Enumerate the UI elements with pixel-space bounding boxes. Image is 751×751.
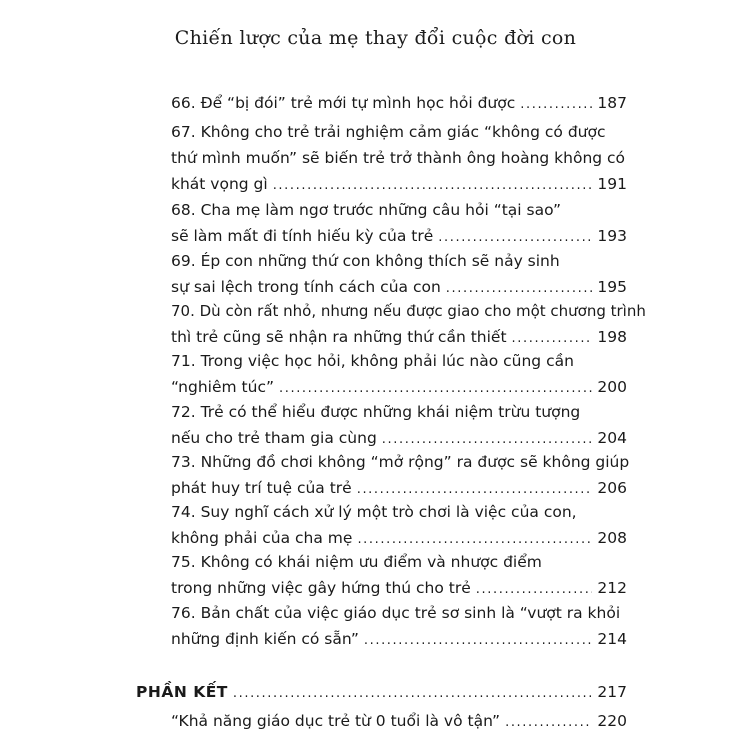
toc-entry-70[interactable] [171,298,646,350]
toc-line [171,248,627,274]
toc-line [171,374,627,400]
toc-entry-text: 68. Cha mẹ làm ngơ trước những câu hỏi “tại sao” [171,201,562,219]
toc-entry-text: 71. Trong việc học hỏi, không phải lúc nào cũng cần [171,352,574,370]
toc-entry-text: thứ mình muốn” sẽ biến trẻ trở thành ông hoàng không có [171,149,626,167]
toc-entry-text: 73. Những đồ chơi không “mở rộng” ra được sẽ không giúp [171,453,630,471]
toc-entry-75[interactable] [171,549,627,601]
toc-line [171,324,627,350]
toc-page-number: 195 [597,278,627,296]
toc-line [171,145,627,171]
toc-entry-text: 66. Để “bị đói” trẻ mới tự mình học hỏi được [171,94,516,112]
toc-entry-text: 67. Không cho trẻ trải nghiệm cảm giác “không có được [171,123,606,141]
toc-entry-text: 69. Ép con những thứ con không thích sẽ nảy sinh [171,252,560,270]
dot-leader [505,710,592,736]
toc-entry-text: 75. Không có khái niệm ưu điểm và nhược điểm [171,553,542,571]
toc-line [171,575,627,601]
dot-leader [364,628,593,654]
toc-line [171,298,646,324]
toc-line [171,90,627,116]
toc-line [171,600,627,626]
toc-entry-72[interactable] [171,399,627,451]
toc-line [171,197,627,223]
part-title: PHẦN KẾT [136,683,228,701]
toc-line [136,679,627,705]
toc-entry-67[interactable] [171,119,627,197]
toc-line [171,119,627,145]
toc-entry-text: 72. Trẻ có thể hiểu được những khái niệm trừu tượng [171,403,581,421]
toc-entry-text: trong những việc gây hứng thú cho trẻ [171,579,471,597]
toc-entry-71[interactable] [171,348,627,400]
dot-leader [233,681,593,707]
toc-entry-74[interactable] [171,499,627,551]
toc-entry-text: phát huy trí tuệ của trẻ [171,479,352,497]
toc-entry-text: sự sai lệch trong tính cách của con [171,278,441,296]
toc-line [171,171,627,197]
toc-line [171,499,627,525]
toc-entry-text: 76. Bản chất của việc giáo dục trẻ sơ sinh là “vượt ra khỏi [171,604,621,622]
toc-page-number: 187 [597,94,627,112]
toc-line [171,525,627,551]
dot-leader [273,173,593,199]
toc-page-number: 200 [597,378,627,396]
toc-page-number: 217 [597,683,627,701]
toc-page-number: 193 [597,227,627,245]
toc-entry-73[interactable] [171,449,630,501]
toc-page-number: 220 [597,712,627,730]
toc-line [171,626,627,652]
toc-page-number: 198 [597,328,627,346]
toc-line [171,399,627,425]
toc-line [171,475,627,501]
toc-line [171,223,627,249]
dot-leader [520,92,592,118]
toc-entry-text: 74. Suy nghĩ cách xử lý một trò chơi là việc của con, [171,503,577,521]
toc-page-number: 214 [597,630,627,648]
toc-entry-66[interactable] [171,90,627,116]
toc-entry-76[interactable] [171,600,627,652]
running-title: Chiến lược của mẹ thay đổi cuộc đời con [174,27,577,49]
toc-line [171,449,630,475]
toc-line [171,708,627,734]
toc-entry-text: “Khả năng giáo dục trẻ từ 0 tuổi là vô tận” [171,712,501,730]
toc-entry-text: thì trẻ cũng sẽ nhận ra những thứ cần thiết [171,328,507,346]
toc-part-sub-entry[interactable] [171,708,627,734]
toc-page-number: 208 [597,529,627,547]
toc-line [171,549,627,575]
toc-entry-text: nếu cho trẻ tham gia cùng [171,429,377,447]
toc-entry-text: những định kiến có sẵn” [171,630,359,648]
toc-line [171,274,627,300]
toc-entry-69[interactable] [171,248,627,300]
toc-line [171,348,627,374]
toc-page-number: 204 [597,429,627,447]
toc-line [171,425,627,451]
toc-entry-68[interactable] [171,197,627,249]
toc-page-number: 191 [597,175,627,193]
toc-page-number: 212 [597,579,627,597]
toc-entry-text: không phải của cha mẹ [171,529,353,547]
toc-entry-text: “nghiêm túc” [171,378,274,396]
toc-entry-text: sẽ làm mất đi tính hiếu kỳ của trẻ [171,227,434,245]
toc-entry-text: khát vọng gì [171,175,268,193]
toc-page-number: 206 [597,479,627,497]
toc-entry-text: 70. Dù còn rất nhỏ, nhưng nếu được giao cho một chương trình [171,302,646,320]
toc-part-conclusion[interactable] [136,679,627,705]
